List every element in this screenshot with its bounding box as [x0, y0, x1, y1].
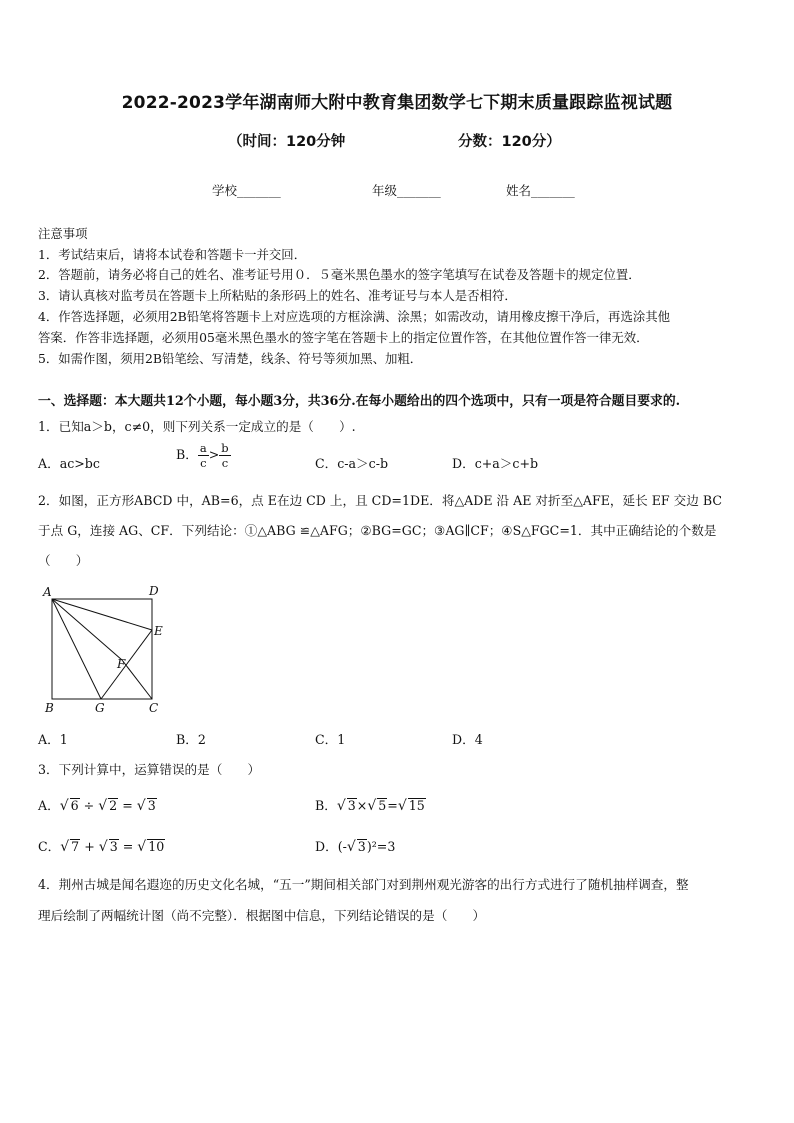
- q3-option-b-label: B．: [315, 798, 337, 813]
- point-label-e: E: [154, 624, 163, 638]
- radicand: 2: [109, 798, 118, 813]
- page-title: 2022-2023学年湖南师大附中教育集团数学七下期末质量跟踪监视试题: [121, 93, 673, 113]
- q2-line3: （ ）: [38, 553, 89, 568]
- q3-option-c-label: C．: [38, 839, 61, 854]
- radicand: 7: [71, 839, 80, 854]
- note-item: 5．如需作图，须用2B铅笔绘、写清楚，线条、符号等须加黑、加粗．: [38, 351, 423, 366]
- fraction: [219, 441, 230, 470]
- point-label-b: B: [45, 701, 54, 715]
- radicand: 6: [70, 798, 79, 813]
- q2-line2: 于点 G，连接 AG、CF．下列结论：①△ABG ≌△AFG；②BG=GC；③AG∥CF；④S△FGC=1．其中正确结论的个数是: [38, 523, 717, 538]
- sqrt-symbol: √: [98, 839, 108, 855]
- q1-stem: 1．已知a＞b，c≠0，则下列关系一定成立的是（ ）.: [38, 419, 356, 434]
- sqrt-symbol: √: [98, 798, 108, 814]
- segment-fc: [122, 660, 152, 699]
- q1-option-b: [176, 441, 231, 470]
- note-item: 答案．作答非选择题，必须用05毫米黑色墨水的签字笔在答题卡上的指定位置作答，在其他位置作答一律无效．: [38, 330, 649, 345]
- q1-option-a: A．ac>bc: [38, 456, 100, 471]
- equals-sign: =: [387, 798, 398, 813]
- sqrt-symbol: √: [136, 798, 146, 814]
- sqrt-symbol: √: [59, 798, 69, 814]
- q4-line1: 4．荆州古城是闻名遐迩的历史文化名城，“五一”期间相关部门对到荆州观光游客的出行方式进行了随机抽样调查，整: [38, 877, 689, 892]
- note-item: 3．请认真核对监考员在答题卡上所粘贴的条形码上的姓名、准考证号与本人是否相符．: [38, 288, 517, 303]
- segment-ae: [52, 599, 152, 630]
- note-item: 1．考试结束后，请将本试卷和答题卡一并交回．: [38, 247, 307, 262]
- exam-score: 分数：120分）: [458, 134, 561, 150]
- section-heading: 一、选择题：本大题共12个小题，每小题3分，共36分.在每小题给出的四个选项中，只有一项是符合题目要求的.: [38, 394, 681, 409]
- q3-option-d-label: D．(-: [315, 839, 347, 854]
- q1-option-d: D．c+a＞c+b: [452, 456, 539, 471]
- gt-sign: >: [208, 447, 220, 462]
- q3-option-b: [315, 795, 426, 814]
- radicand: 3: [109, 839, 118, 854]
- q3-stem: 3．下列计算中，运算错误的是（ ）: [38, 762, 261, 777]
- denominator: c: [200, 456, 207, 470]
- q2-option-a: A．1: [38, 732, 68, 747]
- square-figure: [38, 580, 178, 720]
- denominator: c: [221, 456, 229, 470]
- radicand: 5: [378, 798, 387, 813]
- name-field: 姓名_______: [506, 183, 575, 198]
- operator: +: [84, 839, 95, 854]
- q1-option-b-label: B．: [176, 447, 198, 462]
- q2-line1: 2．如图，正方形ABCD 中，AB=6，点 E在边 CD 上，且 CD=1DE．将△ADE 沿 AE 对折至△AFE，延长 EF 交边 BC: [38, 493, 722, 508]
- numerator: a: [199, 441, 207, 455]
- point-label-d: D: [149, 584, 159, 598]
- sqrt-symbol: √: [60, 839, 70, 855]
- q1-option-c: C．c-a＞c-b: [315, 456, 389, 471]
- sqrt-symbol: √: [367, 798, 377, 814]
- q2-option-c: C．1: [315, 732, 346, 747]
- point-label-f: F: [117, 657, 126, 671]
- fraction: [198, 441, 209, 470]
- radicand: 10: [148, 839, 165, 854]
- operator: ÷: [83, 798, 95, 813]
- q3-option-d-suffix: )²=3: [366, 839, 396, 854]
- point-label-g: G: [95, 701, 105, 715]
- note-item: 2．答题前，请务必将自己的姓名、准考证号用０．５毫米黑色墨水的签字笔填写在试卷及答题卡的规定位置．: [38, 267, 641, 282]
- point-label-c: C: [149, 701, 159, 715]
- equals-sign: =: [122, 798, 133, 813]
- sqrt-symbol: √: [346, 839, 356, 855]
- notes-title: 注意事项: [38, 226, 88, 241]
- equals-sign: =: [122, 839, 134, 854]
- grade-field: 年级_______: [372, 183, 441, 198]
- school-field: 学校_______: [212, 183, 281, 198]
- note-item: 4．作答选择题，必须用2B铅笔将答题卡上对应选项的方框涂满、涂黑；如需改动，请用橡皮擦干净后，再选涂其他: [38, 309, 671, 324]
- segment-af: [52, 599, 122, 660]
- q3-option-a-label: A．: [38, 798, 60, 813]
- segment-ag: [52, 599, 101, 699]
- q4-line2: 理后绘制了两幅统计图（尚不完整）．根据图中信息，下列结论错误的是（ ）: [38, 908, 486, 923]
- q3-option-d: [315, 836, 395, 855]
- sqrt-symbol: √: [397, 798, 407, 814]
- point-label-a: A: [43, 585, 52, 599]
- q2-option-d: D．4: [452, 732, 483, 747]
- operator: ×: [356, 798, 368, 813]
- sqrt-symbol: √: [137, 839, 147, 855]
- sqrt-symbol: √: [336, 798, 346, 814]
- q2-option-b: B．2: [176, 732, 206, 747]
- q3-option-a: [38, 795, 157, 814]
- radicand: 3: [347, 798, 356, 813]
- exam-time: （时间：120分钟: [228, 134, 346, 150]
- radicand: 3: [147, 798, 156, 813]
- radicand: 15: [408, 798, 425, 813]
- radicand: 3: [357, 839, 366, 854]
- numerator: b: [221, 441, 229, 455]
- q3-option-c: [38, 836, 165, 855]
